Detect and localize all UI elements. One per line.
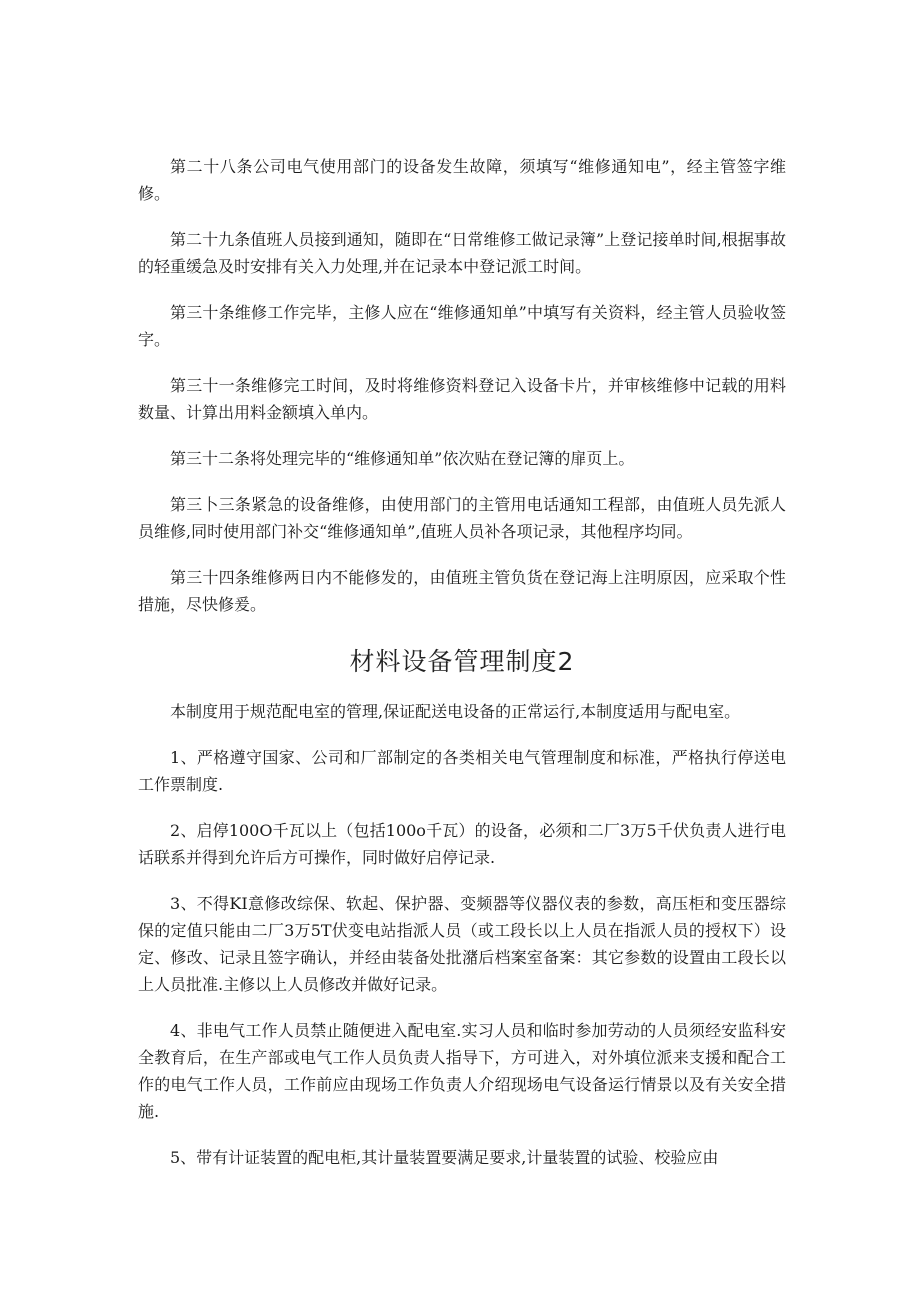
section-title: 材料设备管理制度2: [349, 647, 575, 676]
article-31: 第三十一条维修完工时间，及时将维修资料登记入设备卡片，并审核维修中记载的用料数量、计算出用料金额填入单内。: [138, 376, 786, 422]
rule-4: 4、非电气工作人员禁止随便进入配电室.实习人员和临时参加劳动的人员须经安监科安全教育后，在生产部或电气工作人员负责人指导下，方可进入，对外填位派来支援和配合工作的电气工作人员，工作前应由现场工作负责人介绍现场电气设备运行情景以及有关安全措施.: [138, 1021, 786, 1121]
rule-5: 5、带有计证装置的配电柜,其计量装置要满足要求,计量装置的试验、校验应由: [170, 1148, 719, 1167]
article-34: 第三十四条维修两日内不能修发的，由值班主管负货在登记海上注明原因，应采取个性措施，尽快修爰。: [138, 568, 786, 614]
article-33: 第三卜三条紧急的设备维修，由使用部门的主管用电话通知工程部，由值班人员先派人员维修,同时使用部门补交“维修通知单”,值班人员补各项记录，其他程序均同。: [138, 495, 786, 541]
intro-paragraph: 本制度用于规范配电室的管理,保证配送电设备的正常运行,本制度适用与配电室。: [170, 702, 741, 721]
document-page: [138, 153, 786, 1190]
rule-2: 2、启停100O千瓦以上（包括100o千瓦）的设备，必须和二厂3万5千伏负责人进行电话联系并得到允许后方可操作，同时做好启停记录.: [138, 821, 786, 867]
article-28: 第二十八条公司电气使用部门的设备发生故障，须填写“维修通知电”，经主管签字维修。: [138, 157, 786, 203]
section-distribution-room-rules: [138, 698, 786, 1171]
rule-3: 3、不得KI意修改综保、软起、保护器、变频器等仪器仪表的参数，高压柜和变压器综保的定值只能由二厂3万5T伏变电站指派人员（或工段长以上人员在指派人员的授权下）设定、修改、记录且签字确认，并经由装备处批潴后档案室备案：其它参数的设置由工段长以上人员批准.主修以上人员修改并做好记录。: [138, 894, 786, 994]
article-30: 第三十条维修工作完毕，主修人应在“维修通知单”中填写有关资料，经主管人员验收签字。: [138, 303, 786, 349]
article-32: 第三十二条将处理完毕的“维修通知单”依次贴在登记簿的扉页上。: [170, 449, 635, 468]
rule-1: 1、严格遵守国家、公司和厂部制定的各类相关电气管理制度和标准，严格执行停送电工作票制度.: [138, 748, 786, 794]
article-29: 第二十九条值班人员接到通知，随即在“日常维修工做记录簿”上登记接单时间,根据事故的轻重缓急及时安排有关入力处理,并在记录本中登记派工时间。: [138, 230, 786, 276]
section-maintenance-rules: [138, 153, 786, 618]
